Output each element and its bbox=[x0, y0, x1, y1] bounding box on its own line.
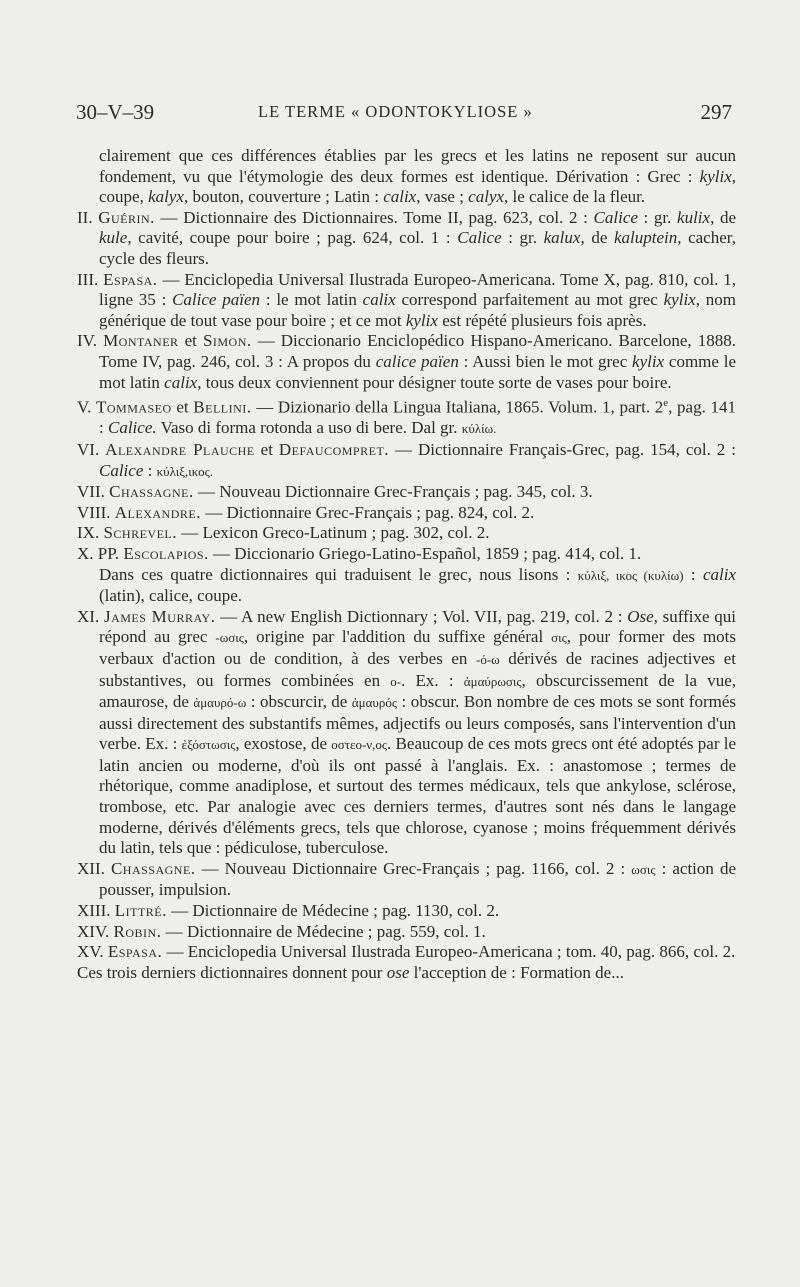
page-body bbox=[77, 146, 736, 983]
reference-entry-8: VIII. Alexandre. — Dictionnaire Grec-Français ; pag. 824, col. 2. bbox=[77, 502, 535, 522]
reference-entry-3: III. Espasa. — Enciclopedia Universal Ilustrada Europeo-Americana. Tome X, pag. 810, col. 1, ligne 35 : Calice païen : le mot latin calix correspond parfaitement au mot grec kylix, nom générique de tout vase pour boire ; et ce mot kylix est répété plusieurs fois après. bbox=[77, 269, 736, 330]
closing-paragraph: Ces trois derniers dictionnaires donnent pour ose l'acception de : Formation de... bbox=[77, 962, 624, 982]
header-date: 30–V–39 bbox=[76, 100, 155, 124]
reference-entry-2: II. Guérin. — Dictionnaire des Dictionnaires. Tome II, pag. 623, col. 2 : Calice : gr. kulix, de kule, cavité, coupe pour boire ; pag. 624, col. 1 : Calice : gr. kalux, de kaluptein, cacher, cycle des fleurs. bbox=[77, 207, 737, 268]
reference-entry-6: VI. Alexandre Plauche et Defaucompret. — Dictionnaire Français-Grec, pag. 154, col. 2 : Calice : κύλιξ,ικος. bbox=[77, 439, 736, 480]
running-title: LE TERME « ODONTOKYLIOSE » bbox=[258, 102, 533, 121]
reference-entry-12: XII. Chassagne. — Nouveau Dictionnaire Grec-Français ; pag. 1166, col. 2 : ωσις : action de pousser, impulsion. bbox=[77, 858, 737, 900]
running-header bbox=[0, 100, 800, 130]
reference-entry-13: XIII. Littré. — Dictionnaire de Médecine ; pag. 1130, col. 2. bbox=[77, 901, 500, 921]
reference-entry-4: IV. Montaner et Simon. — Diccionario Enciclopédico Hispano-Americano. Barcelone, 1888. Tome IV, pag. 246, col. 3 : A propos du calice païen : Aussi bien le mot grec kylix comme le mot latin calix, tous deux conviennent pour désigner toute sorte de vases pour boire. bbox=[77, 331, 736, 392]
page-number: 297 bbox=[700, 100, 732, 124]
reference-entry-14: XIV. Robin. — Dictionnaire de Médecine ; pag. 559, col. 1. bbox=[77, 921, 486, 941]
intro-paragraph: clairement que ces différences établies par les grecs et les latins ne reposent sur aucun fondement, vu que l'étymologie des deux formes est identique. Dérivation : Grec : kylix, coupe, kalyx, bouton, couverture ; Latin : calix, vase ; calyx, le calice de la fleur. bbox=[99, 146, 736, 207]
reference-entry-11: XI. James Murray. — A new English Dictionnary ; Vol. VII, pag. 219, col. 2 : Ose, suffixe qui répond au grec -ωσις, origine par l'addition du suffixe général σις, pour former des mots verbaux d'action ou de condition, à des verbes en -ό-ω dérivés de racines adjectives et substantives, ou formes combinées en ο-. Ex. : ἀμαύρωσις, obscurcissement de la vue, amaurose, de ἀμαυρό-ω : obscurcir, de ἀμαυρός : obscur. Bon nombre de ces mots se sont formés aussi directement des substantifs mêmes, adjectifs ou leurs composés, sans l'intervention d'un verbe. Ex. : ἐξόστωσις, exostose, de οστεο-ν,ος. Beaucoup de ces mots grecs ont été adoptés par le latin ancien ou moderne, d'où ils ont passé à l'anglais. Ex. : anastomose ; termes de rhétorique, comme anadiplose, et surtout des termes médicaux, tels que ankylose, sclérose, trombose, etc. Par analogie avec ces derniers termes, d'autres sont nés dans le langage moderne, dérivés d'éléments grecs, tels que chlorose, cyanose ; moins fréquemment dérivés du latin, tels que : pédiculose, tuberculose. bbox=[77, 606, 737, 858]
reference-entry-10: X. PP. Escolapios. — Diccionario Griego-Latino-Español, 1859 ; pag. 414, col. 1. bbox=[77, 543, 642, 563]
reference-note-10: Dans ces quatre dictionnaires qui traduisent le grec, nous lisons : κύλιξ, ικος (κυλίω) : calix (latin), calice, coupe. bbox=[99, 564, 736, 606]
reference-entry-5: V. Tommaseo et Bellini. — Dizionario della Lingua Italiana, 1865. Volum. 1, part. 2e, pag. 141 : Calice. Vaso di forma rotonda a uso di bere. Dal gr. κύλίω. bbox=[77, 397, 736, 438]
reference-entry-9: IX. Schrevel. — Lexicon Greco-Latinum ; pag. 302, col. 2. bbox=[77, 523, 490, 543]
reference-entry-7: VII. Chassagne. — Nouveau Dictionnaire Grec-Français ; pag. 345, col. 3. bbox=[77, 482, 593, 502]
reference-entry-15: XV. Espasa. — Enciclopedia Universal Ilustrada Europeo-Americana ; tom. 40, pag. 866, col. 2. bbox=[77, 942, 736, 962]
